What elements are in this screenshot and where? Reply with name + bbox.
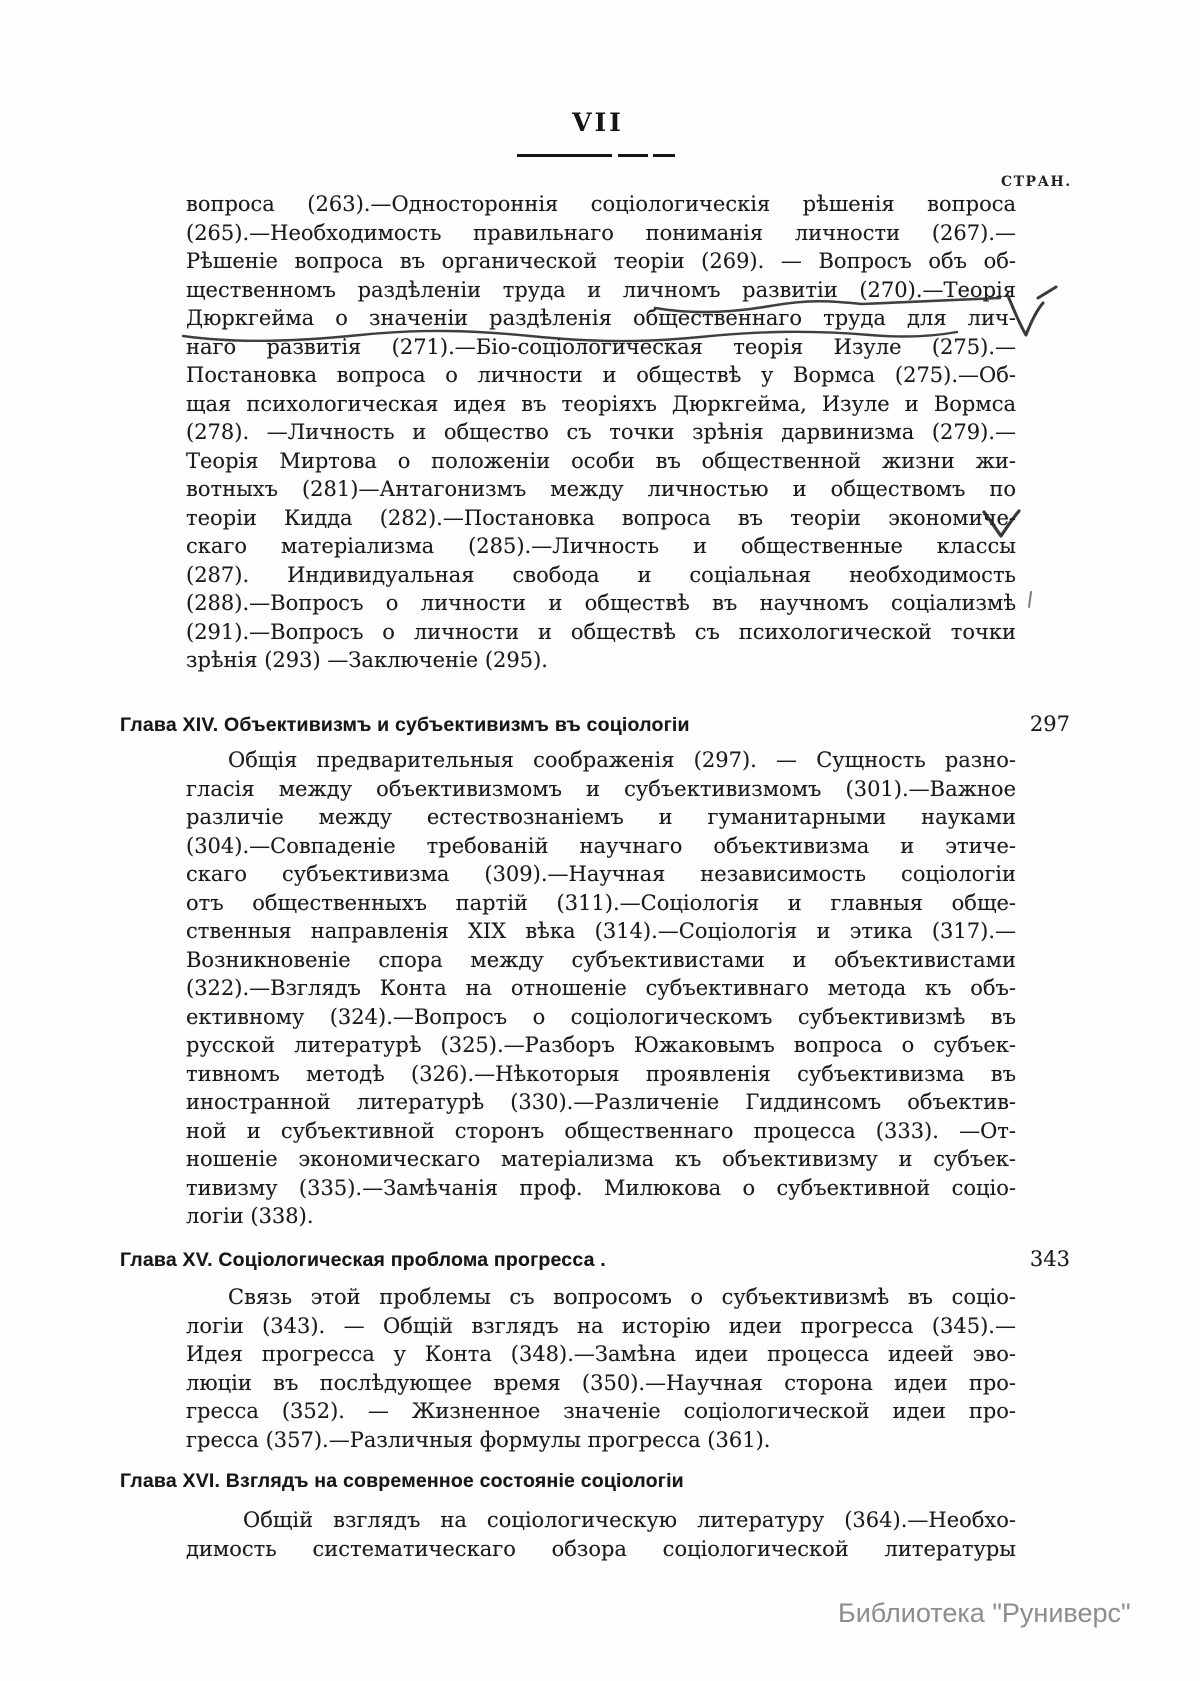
chapter-heading-row <box>120 712 1070 737</box>
toc-line: Идея прогресса у Конта (348).—Замѣна идеи процесса идеей эво- <box>186 1342 1016 1366</box>
toc-line: Рѣшеніе вопроса въ органической теоріи (269). — Вопросъ объ об- <box>186 249 1016 273</box>
library-watermark: Библиотека "Руниверс" <box>838 1598 1131 1628</box>
toc-line: (278). —Личность и общество съ точки зрѣнія дарвинизма (279).— <box>186 420 1016 444</box>
pencil-tick-3 <box>1029 592 1031 607</box>
toc-line: Общій взглядъ на соціологическую литературу (364).—Необхо- <box>243 1508 1016 1532</box>
toc-line: вопроса (263).—Одностороннія соціологическія рѣшенія вопроса <box>186 192 1016 216</box>
toc-line: Возникновеніе спора между субъективистами и объективистами <box>186 947 1016 972</box>
pencil-check-flick-1 <box>1038 287 1056 298</box>
toc-line: (304).—Совпаденіе требованій научнаго объективизма и этиче- <box>186 833 1016 858</box>
toc-line: зрѣнія (293) —Заключеніе (295). <box>186 648 548 672</box>
toc-line: гресса (357).—Различныя формулы прогресса (361). <box>186 1427 771 1452</box>
toc-line: щественномъ раздѣленіи труда и личномъ развитіи (270).—Теорія <box>186 277 1016 302</box>
toc-line: Общія предварительныя соображенія (297). — Сущность разно- <box>228 748 1016 772</box>
toc-line: различіе между естествознаніемъ и гуманитарными науками <box>186 805 1016 829</box>
toc-line: русской литературѣ (325).—Разборъ Южаковымъ вопроса о субъек- <box>186 1033 1016 1057</box>
toc-line: вотныхъ (281)—Антагонизмъ между личностью и обществомъ по <box>186 477 1016 501</box>
toc-line: (265).—Необходимость правильнаго пониманія личности (267).— <box>186 220 1016 245</box>
toc-line: ективному (324).—Вопросъ о соціологическомъ субъективизмѣ въ <box>186 1004 1016 1029</box>
chapter-heading: Глава XVI. Взглядъ на современное состояніе соціологіи <box>120 1470 684 1492</box>
toc-entry-lines <box>186 190 1016 675</box>
toc-line: гресса (352). — Жизненное значеніе соціологической идеи про- <box>186 1399 1016 1423</box>
toc-line: Дюркгейма о значеніи раздѣленія общественнаго труда для лич- <box>186 306 1016 330</box>
toc-line: логіи (338). <box>186 1204 314 1228</box>
toc-line: (287). Индивидуальная свобода и соціальная необходимость <box>186 562 1016 587</box>
toc-line: (291).—Вопросъ о личности и обществѣ съ психологической точки <box>186 619 1016 644</box>
toc-line: ной и субъективной сторонъ общественнаго процесса (333). —От- <box>186 1118 1016 1143</box>
toc-line: Теорія Миртова о положеніи особи въ общественной жизни жи- <box>186 448 1016 473</box>
toc-line: (322).—Взглядъ Конта на отношеніе субъективнаго метода къ объ- <box>186 976 1016 1000</box>
chapter-page-number: 343 <box>1029 1247 1070 1271</box>
chapter-heading: Глава XIV. Объективизмъ и субъективизмъ въ соціологіи <box>120 714 690 736</box>
toc-line: наго развитія (271).—Біо-соціологическая теорія Изуле (275).— <box>186 334 1016 359</box>
toc-line: скаго матеріализма (285).—Личность и общественные классы <box>186 534 1016 558</box>
chapter-heading: Глава XV. Соціологическая проблома прогресса . <box>120 1249 606 1271</box>
header-rule <box>517 154 675 157</box>
toc-line: гласія между объективизмомъ и субъективизмомъ (301).—Важное <box>186 776 1016 801</box>
toc-entry-lines <box>186 1506 1016 1563</box>
toc-line: ственныя направленія XIX вѣка (314).—Соціологія и этика (317).— <box>186 919 1016 943</box>
toc-entry-lines <box>186 1283 1016 1454</box>
toc-line: логіи (343). — Общій взглядъ на исторію идеи прогресса (345).— <box>186 1313 1016 1338</box>
toc-line: отъ общественныхъ партій (311).—Соціологія и главныя обще- <box>186 890 1016 915</box>
toc-line: димость систематическаго обзора соціологической литературы <box>186 1536 1016 1561</box>
toc-line: Постановка вопроса о личности и обществѣ у Вормса (275).—Об- <box>186 363 1016 387</box>
toc-line: щая психологическая идея въ теоріяхъ Дюркгейма, Изуле и Вормса <box>186 391 1016 416</box>
toc-line: иностранной литературѣ (330).—Различеніе Гиддинсомъ объектив- <box>186 1090 1016 1114</box>
toc-line: теоріи Кидда (282).—Постановка вопроса въ теоріи экономиче- <box>186 505 1016 530</box>
column-header-stran: СТРАН. <box>1001 174 1072 190</box>
chapter-heading-row <box>120 1470 1070 1493</box>
chapter-page-number: 297 <box>1029 712 1070 736</box>
toc-line: тивизму (335).—Замѣчанія проф. Милюкова о субъективной соціо- <box>186 1175 1016 1200</box>
toc-line: Связь этой проблемы съ вопросомъ о субъективизмѣ въ соціо- <box>228 1285 1016 1309</box>
page-number-roman: VII <box>572 108 624 137</box>
toc-line: (288).—Вопросъ о личности и обществѣ въ научномъ соціализмѣ <box>186 591 1016 615</box>
toc-entry-lines <box>186 746 1016 1231</box>
toc-line: тивномъ методѣ (326).—Нѣкоторыя проявленія субъективизма въ <box>186 1061 1016 1086</box>
toc-line: ношеніе экономическаго матеріализма къ объективизму и субъек- <box>186 1147 1016 1171</box>
toc-line: люціи въ послѣдующее время (350).—Научная сторона идеи про- <box>186 1370 1016 1395</box>
chapter-heading-row <box>120 1247 1070 1272</box>
toc-line: скаго субъективизма (309).—Научная независимость соціологіи <box>186 862 1016 886</box>
